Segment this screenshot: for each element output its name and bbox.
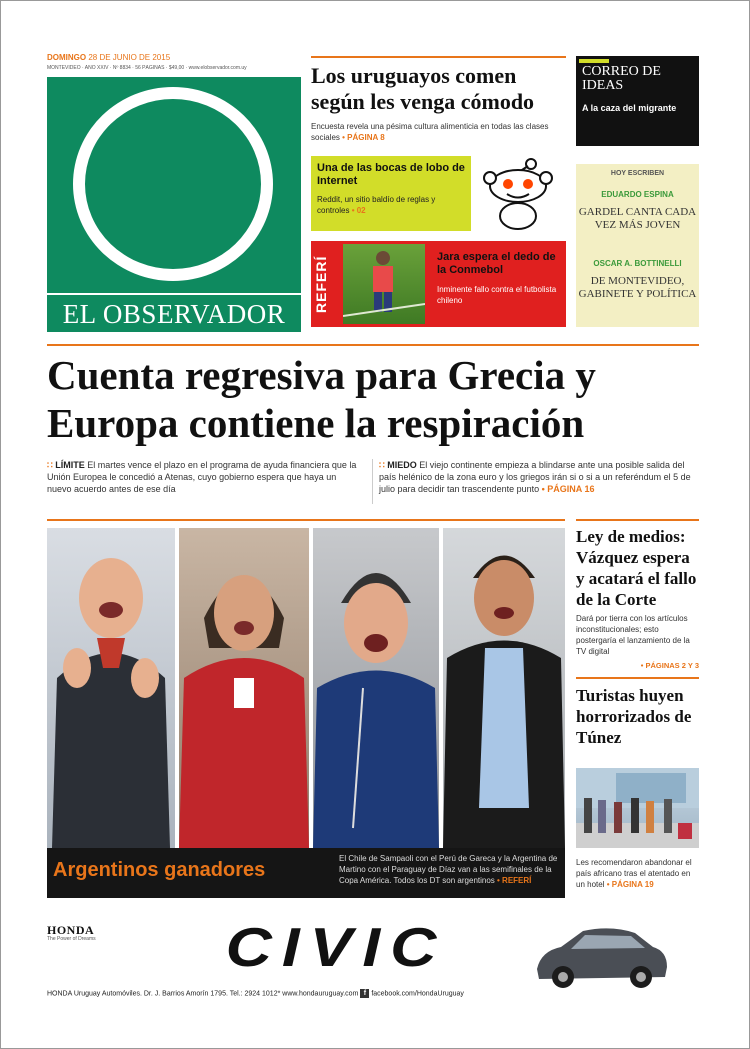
airport-scene — [576, 768, 699, 848]
photo-story-caption: El Chile de Sampaoli con el Perú de Gareca y la Argentina de Martino con el Paraguay de Díaz van a las semifinales de la Copa América. Todos los DT son argentinos • REFERÍ — [339, 854, 558, 885]
column-title[interactable]: DE MONTEVIDEO, GABINETE Y POLÍTICA — [578, 275, 697, 300]
reddit-teaser-summary: Reddit, un sitio baldío de reglas y controles • 02 — [317, 195, 436, 215]
car-illustration — [531, 921, 671, 993]
civic-wordmark — [146, 915, 526, 977]
coach-figure — [47, 528, 175, 848]
divider — [576, 519, 699, 521]
turistas-photo — [576, 768, 699, 848]
column-separator — [372, 459, 373, 504]
reddit-illustration-panel — [471, 156, 566, 231]
honda-logo[interactable]: HONDA — [47, 923, 95, 937]
hoy-escriben-box — [576, 164, 699, 327]
turistas-summary: Les recomendaron abandonar el país africano tras el atentado en un hotel • PÁGINA 19 — [576, 858, 692, 889]
divider — [47, 344, 699, 346]
ley-medios-page: • PÁGINAS 2 Y 3 — [640, 661, 699, 670]
photo-martino — [313, 528, 439, 848]
coach-figure — [443, 528, 565, 848]
divider — [47, 519, 565, 521]
top-story-summary: Encuesta revela una pésima cultura alimenticia en todas las clases sociales • PÁGINA 8 — [311, 122, 549, 142]
top-story-headline[interactable]: Los uruguayos comen según les venga cómodo — [311, 63, 535, 114]
dateline: DOMINGO 28 DE JUNIO DE 2015 — [47, 53, 171, 62]
logo-o-ring — [73, 87, 273, 281]
ley-medios-headline[interactable]: Ley de medios: Vázquez espera y acatará el fallo de la Corte — [576, 527, 697, 609]
column-title[interactable]: GARDEL CANTA CADA VEZ MÁS JOVEN — [578, 206, 697, 231]
divider — [311, 56, 566, 58]
column-author: EDUARDO ESPINA — [601, 190, 674, 199]
civic-text: CIVIC — [225, 916, 447, 977]
main-headline[interactable]: Cuenta regresiva para Grecia y Europa contiene la respiración — [47, 352, 596, 446]
ad-footer: HONDA Uruguay Automóviles. Dr. J. Barrios Amorín 1795. Tel.: 2924 1012* www.hondauruguay.com f facebook.com/HondaUruguay — [47, 990, 464, 998]
correo-subtitle: A la caza del migrante — [582, 103, 677, 113]
divider — [576, 677, 699, 679]
correo-title: CORREO DE IDEAS — [582, 64, 661, 93]
lede-right: ∷ MIEDO El viejo continente empieza a blindarse ante una posible salida del país helénico de la zona euro y los griegos irán si o si a un referéndum el 5 de julio para decidir tan trascendente punto • PÁGINA 16 — [379, 460, 691, 494]
hoy-escriben-label: HOY ESCRIBEN — [610, 170, 665, 177]
photo-sampaoli — [47, 528, 175, 848]
referi-teaser-title: Jara espera el dedo de la Conmebol — [437, 251, 556, 276]
photo-story-title[interactable]: Argentinos ganadores — [53, 859, 266, 881]
facebook-link[interactable]: facebook.com/HondaUruguay — [371, 990, 464, 998]
accent-bar — [579, 59, 609, 63]
column-author: OSCAR A. BOTTINELLI — [593, 259, 682, 268]
facebook-icon: f — [360, 989, 369, 998]
ley-medios-summary: Dará por tierra con los artículos inconstitucionales; esto postergaría el lanzamiento de la TV digital — [576, 614, 690, 656]
edition-meta: MONTEVIDEO · AÑO XXIV · Nº 8834 · 56 PÁGINAS · $49,00 · www.elobservador.com.uy — [47, 65, 247, 71]
referi-logo: REFERÍ — [313, 255, 329, 313]
lede-left: ∷ LÍMITE El martes vence el plazo en el programa de ayuda financiera que la Unión Europea le concedió a Atenas, cuyo gobierno espera que haya un nuevo acuerdo antes de ese día — [47, 460, 357, 494]
player-figure — [343, 244, 425, 324]
coach-figure — [313, 528, 439, 848]
honda-tagline: The Power of Dreams — [47, 936, 96, 942]
photo-diaz — [443, 528, 565, 848]
reddit-teaser-title: Una de las bocas de lobo de Internet — [317, 162, 465, 187]
turistas-headline[interactable]: Turistas huyen horrorizados de Túnez — [576, 686, 692, 747]
coach-figure — [179, 528, 309, 848]
photo-gareca — [179, 528, 309, 848]
newspaper-name: EL OBSERVADOR — [47, 293, 301, 332]
referi-teaser-summary: Inminente fallo contra el futbolista chileno — [437, 285, 557, 305]
reddit-alien-icon — [471, 156, 566, 231]
jara-photo — [343, 244, 425, 324]
